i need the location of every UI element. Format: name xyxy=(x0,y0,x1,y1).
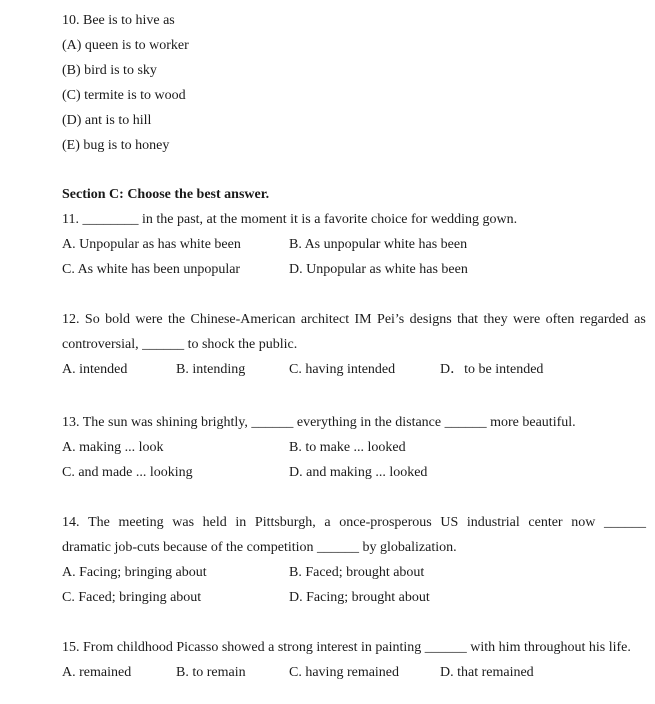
stem-word: Pittsburgh, xyxy=(254,515,316,530)
question-14-option-d: D. Facing; brought about xyxy=(289,590,430,605)
question-14-option-c: C. Faced; bringing about xyxy=(62,590,202,605)
question-13-stem: 13. The sun was shining brightly, ______ everything in the distance ______ more beautiful. xyxy=(62,415,576,430)
question-15-option-c: C. having remained xyxy=(289,665,400,680)
question-15-option-a: A. remained xyxy=(62,665,132,680)
stem-word: as xyxy=(634,312,646,327)
question-11-option-c: C. As white has been unpopular xyxy=(62,262,241,277)
question-11-option-a: A. Unpopular as has white been xyxy=(62,237,241,252)
question-10-option-e: (E) bug is to honey xyxy=(62,138,170,153)
question-12-stem-line2: controversial, ______ to shock the public. xyxy=(62,337,298,352)
question-14-option-b: B. Faced; brought about xyxy=(289,565,425,580)
stem-word: regarded xyxy=(579,312,629,327)
stem-word: center xyxy=(528,515,563,530)
stem-word: US xyxy=(440,515,459,530)
question-10-option-a: (A) queen is to worker xyxy=(62,38,189,53)
question-12-option-c: C. having intended xyxy=(289,362,396,377)
question-13-option-c: C. and made ... looking xyxy=(62,465,193,480)
question-10-stem: 10. Bee is to hive as xyxy=(62,13,175,28)
stem-word: a xyxy=(324,515,331,530)
stem-word: The xyxy=(88,515,110,530)
question-10-option-d: (D) ant is to hill xyxy=(62,113,152,128)
question-12-stem-line1 xyxy=(62,312,646,328)
question-14-stem-line2: dramatic job-cuts because of the competition ______ by globalization. xyxy=(62,540,457,555)
stem-word: often xyxy=(545,312,575,327)
section-c-heading: Section C: Choose the best answer. xyxy=(62,187,270,202)
stem-word: that xyxy=(457,312,479,327)
stem-word: designs xyxy=(409,312,452,327)
stem-word: Chinese-American xyxy=(190,312,296,327)
stem-word: was xyxy=(172,515,195,530)
stem-word: 12. xyxy=(62,312,80,327)
question-11-stem: 11. ________ in the past, at the moment it is a favorite choice for wedding gown. xyxy=(62,212,518,227)
stem-word: they xyxy=(483,312,508,327)
question-15-option-b: B. to remain xyxy=(176,665,246,680)
stem-word: held xyxy=(202,515,227,530)
question-10-option-b: (B) bird is to sky xyxy=(62,63,157,78)
stem-word: now xyxy=(571,515,596,530)
stem-word: in xyxy=(235,515,247,530)
stem-word: were xyxy=(135,312,163,327)
question-12-option-d: D．to be intended xyxy=(440,362,544,377)
question-14-option-a: A. Facing; bringing about xyxy=(62,565,207,580)
stem-word: industrial xyxy=(466,515,520,530)
stem-word: ______ xyxy=(603,515,646,530)
stem-word: once-prosperous xyxy=(339,515,432,530)
stem-word: were xyxy=(513,312,541,327)
stem-word: IM xyxy=(354,312,372,327)
stem-word: So xyxy=(84,312,100,327)
question-11-option-b: B. As unpopular white has been xyxy=(289,237,468,252)
question-10-option-c: (C) termite is to wood xyxy=(62,88,186,103)
question-12-option-a: A. intended xyxy=(62,362,128,377)
question-15-stem: 15. From childhood Picasso showed a strong interest in painting ______ with him throughout his life. xyxy=(62,640,631,655)
stem-word: 14. xyxy=(62,515,80,530)
question-11-option-d: D. Unpopular as white has been xyxy=(289,262,468,277)
stem-word: meeting xyxy=(118,515,164,530)
question-13-option-d: D. and making ... looked xyxy=(289,465,428,480)
stem-word: bold xyxy=(105,312,130,327)
question-14-stem-line1 xyxy=(62,515,646,531)
question-13-option-b: B. to make ... looked xyxy=(289,440,406,455)
question-13-option-a: A. making ... look xyxy=(62,440,164,455)
stem-word: the xyxy=(168,312,186,327)
stem-word: architect xyxy=(300,312,350,327)
stem-word: Pei’s xyxy=(377,312,405,327)
question-12-option-b: B. intending xyxy=(176,362,246,377)
question-15-option-d: D. that remained xyxy=(440,665,534,680)
